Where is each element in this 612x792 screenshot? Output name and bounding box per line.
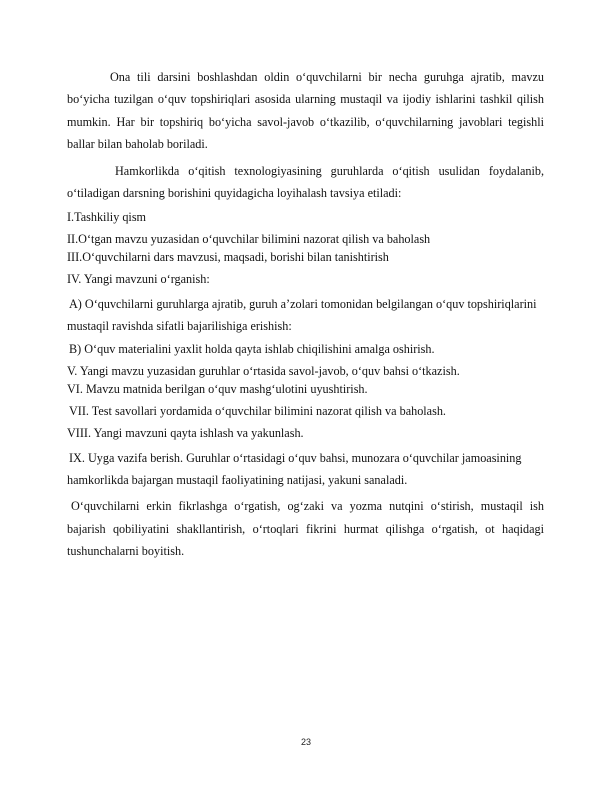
step-7: VII. Test savollari yordamida o‘quvchilar bilimini nazorat qilish va baholash. [69, 403, 446, 418]
step-4a-text: A) O‘quvchilarni guruhlarga ajratib, guruh a’zolari tomonidan belgilangan o‘quv topshiriqlarini mustaqil ravishda sifatli bajarilishiga erishish: [67, 296, 537, 333]
method-paragraph: Hamkorlikda o‘qitish texnologiyasining guruhlarda o‘qitish usulidan foydalanib, o‘tiladigan darsning borishini quyidagicha loyihalash tavsiya etiladi: [67, 164, 544, 201]
step-1: I.Tashkiliy qism [67, 210, 147, 225]
conclusion-paragraph: O‘quvchilarni erkin fikrlashga o‘rgatish, og‘zaki va yozma nutqini o‘stirish, mustaqil ish bajarish qobiliyatini shakllantirish, o‘rtoqlari fikrini hurmat qilishga o‘rgatish, ot haqidagi tushunchalarni boyitish. [67, 499, 544, 558]
step-4b: B) O‘quv materialini yaxlit holda qayta ishlab chiqilishini amalga oshirish. [69, 342, 435, 357]
step-4: IV. Yangi mavzuni o‘rganish: [67, 271, 210, 286]
step-4a [67, 293, 544, 337]
intro-paragraph: Ona tili darsini boshlashdan oldin o‘quvchilarni bir necha guruhga ajratib, mavzu bo‘yicha tuzilgan o‘quv topshiriqlari asosida ularning mustaqil va ijodiy ishlarini tashkil qilish mumkin. Har bir topshiriq bo‘yicha savol-javob o‘tkazilib, o‘quvchilarning javoblari tegishli ballar bilan baholab boriladi. [67, 70, 544, 151]
step-3: III.O‘quvchilarni dars mavzusi, maqsadi, borishi bilan tanishtirish [67, 249, 389, 264]
document-body [67, 66, 544, 562]
step-9 [67, 447, 544, 491]
step-8: VIII. Yangi mavzuni qayta ishlash va yakunlash. [67, 425, 304, 440]
step-5: V. Yangi mavzu yuzasidan guruhlar o‘rtasida savol-javob, o‘quv bahsi o‘tkazish. [67, 364, 460, 379]
step-9-text: IX. Uyga vazifa berish. Guruhlar o‘rtasidagi o‘quv bahsi, munozara o‘quvchilar jamoasining hamkorlikda bajargan mustaqil faoliyatining natijasi, yakuni sanaladi. [67, 450, 522, 487]
page-number: 23 [300, 737, 311, 747]
step-2: II.O‘tgan mavzu yuzasidan o‘quvchilar bilimini nazorat qilish va baholash [67, 232, 431, 247]
step-6: VI. Mavzu matnida berilgan o‘quv mashg‘ulotini uyushtirish. [67, 381, 368, 396]
